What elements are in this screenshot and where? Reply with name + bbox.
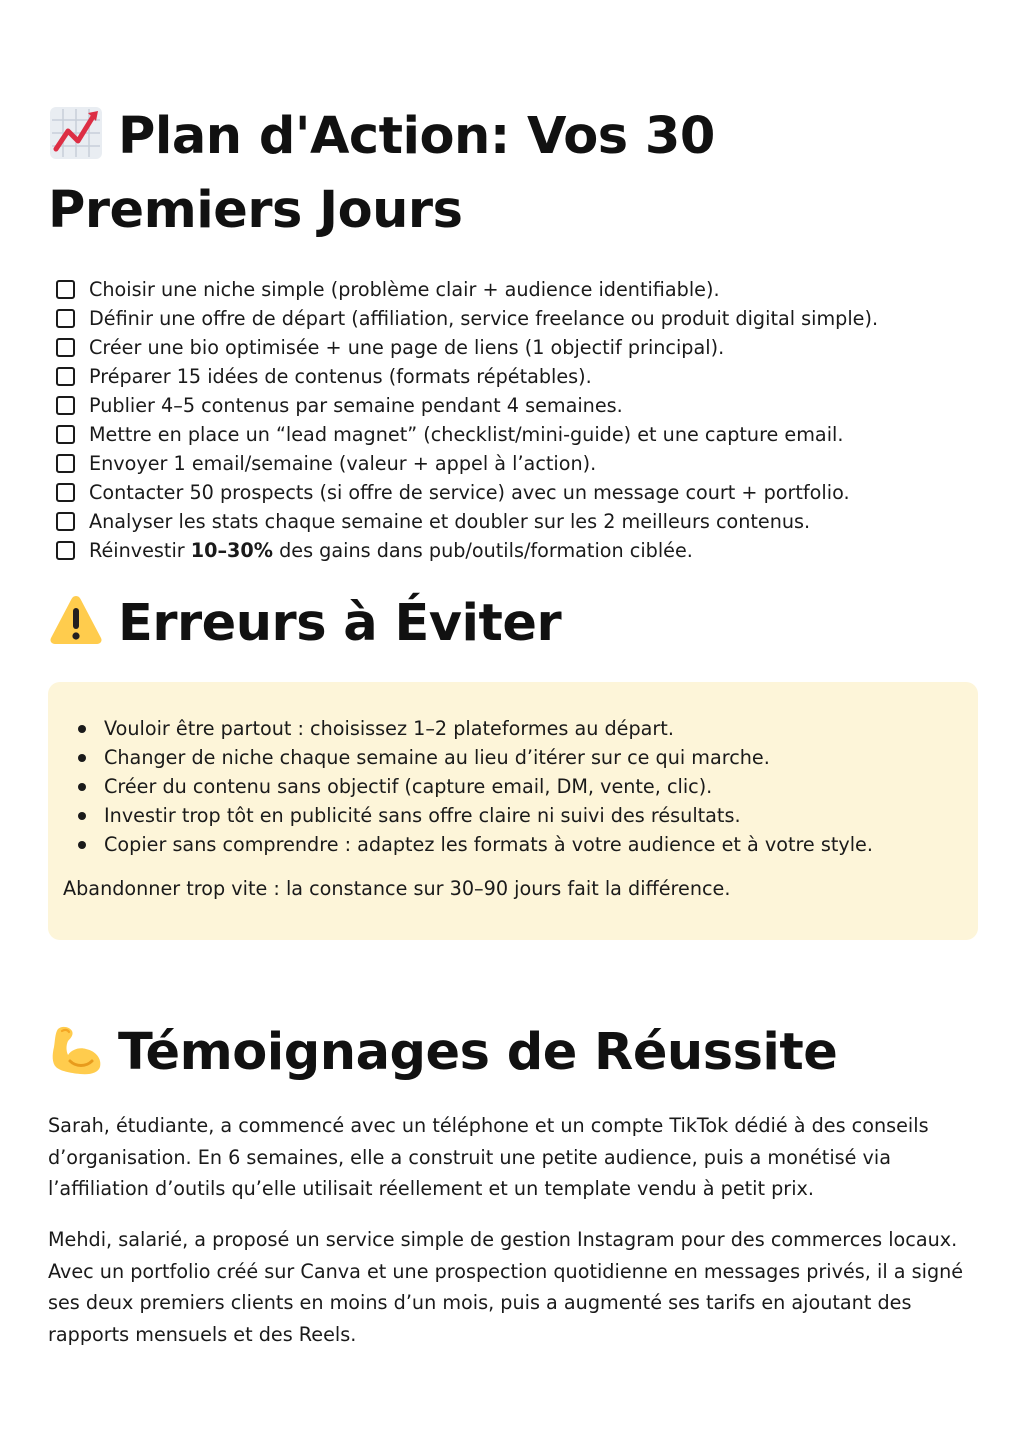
bullet-icon <box>78 783 86 791</box>
checklist-item <box>56 478 878 507</box>
list-item <box>78 830 873 859</box>
errors-heading <box>48 587 561 661</box>
errors-callout <box>48 682 978 940</box>
plan-heading <box>48 100 978 248</box>
bullet-icon <box>78 754 86 762</box>
checkbox[interactable] <box>56 309 75 328</box>
list-item-text: Vouloir être partout : choisissez 1–2 plateformes au départ. <box>104 717 674 740</box>
checklist-item <box>56 362 878 391</box>
checklist-item <box>56 333 878 362</box>
testimonials-heading <box>48 1016 837 1090</box>
bullet-icon <box>78 841 86 849</box>
checkbox[interactable] <box>56 483 75 502</box>
checklist-item <box>56 507 878 536</box>
list-item <box>78 801 873 830</box>
checklist-item <box>56 391 878 420</box>
checkbox[interactable] <box>56 512 75 531</box>
checkbox[interactable] <box>56 425 75 444</box>
errors-closing-text: Abandonner trop vite : la constance sur 30–90 jours fait la différence. <box>63 877 731 900</box>
checklist-item-label: Mettre en place un “lead magnet” (checklist/mini-guide) et une capture email. <box>89 423 844 446</box>
list-item-text: Changer de niche chaque semaine au lieu d’itérer sur ce qui marche. <box>104 746 770 769</box>
checklist-item-label: Créer une bio optimisée + une page de liens (1 objectif principal). <box>89 336 725 359</box>
list-item <box>78 714 873 743</box>
bullet-icon <box>78 812 86 820</box>
checkbox[interactable] <box>56 367 75 386</box>
checkbox[interactable] <box>56 541 75 560</box>
checklist-item-label <box>89 539 693 562</box>
checklist-item-label: Envoyer 1 email/semaine (valeur + appel à l’action). <box>89 452 597 475</box>
errors-list <box>78 714 873 859</box>
checkbox[interactable] <box>56 454 75 473</box>
checklist-item-label: Définir une offre de départ (affiliation, service freelance ou produit digital simple). <box>89 307 879 330</box>
list-item <box>78 772 873 801</box>
checkbox[interactable] <box>56 396 75 415</box>
checkbox[interactable] <box>56 338 75 357</box>
checklist-item <box>56 420 878 449</box>
checklist-item <box>56 304 878 333</box>
bullet-icon <box>78 725 86 733</box>
chart-increasing-icon <box>48 105 104 161</box>
label-suffix: des gains dans pub/outils/formation ciblée. <box>273 539 693 562</box>
label-bold-percent: 10–30% <box>190 539 273 562</box>
list-item-text: Investir trop tôt en publicité sans offre claire ni suivi des résultats. <box>104 804 741 827</box>
testimonials-heading-text: Témoignages de Réussite <box>118 1023 838 1082</box>
checkbox[interactable] <box>56 280 75 299</box>
list-item-text: Copier sans comprendre : adaptez les formats à votre audience et à votre style. <box>104 833 873 856</box>
errors-heading-text: Erreurs à Éviter <box>118 594 562 653</box>
action-checklist <box>56 275 878 565</box>
list-item <box>78 743 873 772</box>
checklist-item <box>56 536 878 565</box>
checklist-item-label: Analyser les stats chaque semaine et doubler sur les 2 meilleurs contenus. <box>89 510 811 533</box>
label-prefix: Réinvestir <box>89 539 191 562</box>
checklist-item-label: Choisir une niche simple (problème clair + audience identifiable). <box>89 278 720 301</box>
list-item-text: Créer du contenu sans objectif (capture email, DM, vente, clic). <box>104 775 713 798</box>
testimonial-paragraph: Sarah, étudiante, a commencé avec un téléphone et un compte TikTok dédié à des conseils d’organisation. En 6 semaines, elle a construit une petite audience, puis a monétisé via l’affiliation d’outils qu’elle utilisait réellement et un template vendu à petit prix. <box>48 1114 929 1200</box>
flexed-biceps-icon <box>48 1021 104 1077</box>
checklist-item-label: Préparer 15 idées de contenus (formats répétables). <box>89 365 592 388</box>
checklist-item-label: Contacter 50 prospects (si offre de service) avec un message court + portfolio. <box>89 481 850 504</box>
testimonial-paragraph: Mehdi, salarié, a proposé un service simple de gestion Instagram pour des commerces locaux. Avec un portfolio créé sur Canva et une prospection quotidienne en messages privés, il a signé ses deux premiers clients en moins d’un mois, puis a augmenté ses tarifs en ajoutant des rapports mensuels et des Reels. <box>48 1228 964 1346</box>
checklist-item <box>56 449 878 478</box>
warning-icon <box>48 592 104 648</box>
checklist-item-label: Publier 4–5 contenus par semaine pendant 4 semaines. <box>89 394 623 417</box>
checklist-item <box>56 275 878 304</box>
plan-heading-text: Plan d'Action: Vos 30 Premiers Jours <box>48 107 715 240</box>
